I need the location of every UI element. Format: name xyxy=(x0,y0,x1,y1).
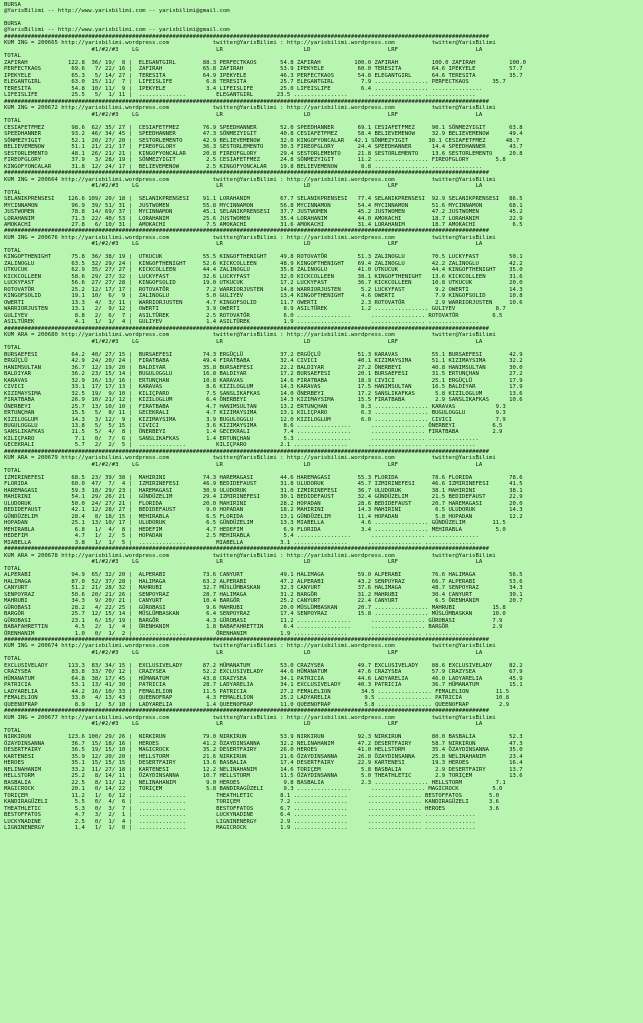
race-section-200680: KUM ARA = 200680 http://yarisbilimi.wordpress.com twitter@YarisBilimi : http://yarisbilimi.wordpress.com twitter@YarisBilimi #1/#2/#3 LG LR LD LRF LA TOTAL BURSAEFESI 64.2 40/ 27/ 15 | BURSAEFESI 74.3 ERGÜÇLÜ 37.2 ERGÜÇLÜ 51.3 KARAVAS 55.1 BURSAEFESI 42.9 ERGÜÇLÜ 42.9 24/ 20/ 24 | FIRATBABA 49.4 FIRATBABA 32.4 CIVICI 40.1 KIZIMAYSIMA 51.1 KIZIMAYSIMA 32.2 HANIMSULTAN 36.7 12/ 19/ 20 | BALDIYAR 35.8 BURSAEFESI 22.2 BALDIYAR 27.2 ÖNERBEYI 40.8 HANIMSULTAN 30.0 BALDIYAR 36.2 23/ 15/ 14 | BUGULOGGLU 16.8 BALDIYAR 17.2 BURSAEFESI 20.1 BURSAEFESI 31.5 ERTUNÇHAN 27.2 KARAVAS 32.9 16/ 13/ 16 | ERTUNÇHAN 10.8 KARAVAS 14.6 FIRATBABA 18.9 CIVICI 25.1 ERGÜÇLÜ 17.9 CIVICI 33.1 17/ 17/ 13 | KARAVAS 8.6 KIZILOGLUM 14.3 KARAVAS 17.5 HANIMSULTAN 16.5 BALDIYAR 17.9 KIZIMAYSIMA 32.5 19/ 9/ 10 | KILIÇPARO 7.5 SANSLIKAFKAS 14.0 ÖNERBEYI 17.2 SANSLIKAFKAS 5.8 KIZILOGLUM 13.6 FIRATBABA 26.9 10/ 21/ 12 | KIZILOGLUM 6.4 ÖNERBEYI 14.3 KIZIMAYSIMA 15.5 FIRATBABA 2.9 SANSLIKAFKAS 10.6 ÖNERBEYI 25.7 13/ 10/ 10 | FIRATBABA 4.7 HANIMSULTAN 13.2 ERTUNÇHAN 8.3 ................ KARAVAS 9.3 ERTUNÇHAN 15.5 5/ 8/ 11 | GECEKRALI 4.7 KIZIMAYSIMA 13.1 KILIÇPARO 6.3 ................ BUGULOGGLU 9.3 KIZILOGLUM 14.3 3/ 12/ 9 | KIZIMAYSIMA 3.9 BUGULOGGLU 12.0 KIZILOGLUM 6.0 ................ CIVICI 7.9 BUGULOGGLU 13.8 5/ 5/ 15 | CIVICI 3.6 KIZIMAYSIMA 8.6 ................ ................ ÖNERBEYI 6.5 SANSLIKAFKAS 11.5 5/ 4/ 8 | ÖNERBEYI 1.4 GECEKRALI 7.4 ................ ................ FIRATBABA 2.9 KILIÇPARO 7.1 0/ 7/ 6 | SANSLIKAFKAS 1.4 ERTUNÇHAN 5.3 ................ ................ ............... GECEKRALI 5.7 2/ 2/ 5 | .............. KILIÇPARO 2.1 ................ ................ ............... ################################################################################################################################################ xyxy=(4,332,523,455)
race-section-200676: KUM ING = 200676 http://yarisbilimi.wordpress.com twitter@YarisBilimi : http://yarisbilimi.wordpress.com twitter@YarisBilimi #1/#2/#3 LG LR LD LRF LA TOTAL KINGOFTHENIGHT 75.8 36/ 38/ 19 | UTKUCUK 55.5 KINGOFTHENIGHT 49.8 ROTOVATÖR 51.3 ZALINOGLU 70.5 LUCKYFAST 50.1 ZALINOGLU 63.5 32/ 29/ 24 | KINGOFTHENIGHT 52.6 KICKCOLLEEN 48.9 KINGOFTHENIGHT 69.4 ZALINOGLU 42.2 ZALINOGLU 42.2 UTKUCUK 62.9 35/ 27/ 27 | KICKCOLLEEN 44.4 ZALINOGLU 35.8 ZALINOGLU 41.0 UTKUCUK 44.4 KINGOFTHENIGHT 35.0 KICKCOLLEEN 58.6 29/ 27/ 32 | LUCKYFAST 32.6 LUCKYFAST 32.0 KICKCOLLEEN 38.1 KINGOFTHENIGHT 13.6 KICKCOLLEEN 31.6 LUCKYFAST 56.6 27/ 27/ 28 | KINGOFSOLID 19.0 UTKUCUK 17.2 LUCKYFAST 36.7 KICKCOLLEEN 10.8 UTKUCUK 20.0 ROTOVATÖR 25.2 12/ 17/ 17 | ROTOVATÖR 7.2 WARRIORJUSTEN 14.8 WARRIORJUSTEN 5.2 LUCKYFAST 9.2 OWERTI 14.3 KINGOFSOLID 19.1 10/ 6/ 9 | ZALINOGLU 5.0 GULIYEV 13.4 KINGOFTHENIGHT 4.6 OWERTI 7.9 KINGOFSOLID 10.8 OWERTI 13.3 4/ 3/ 11 | WARRIORJUSTEN 4.7 KINGOFSOLID 11.7 OWERTI 2.3 ROTOVATÖR 2.9 WARRIORJUSTEN 10.6 WARRIORJUSTEN 13.1 2/ 9/ 12 | OWERTI 3.9 OWERTI 8.9 ASILTÜREK 1.2 ................ GULIYEV 8.7 GULIYEV 8.8 2/ 6/ 7 | ASILTÜREK 2.5 ROTOVATÖR 6.0 ................ ................ ROTOVATÖR 6.5 ASILTÜREK 4.1 1/ 1/ 4 | GULIYEV 1.4 ASILTÜREK 1.9 ................ ................ ............... ################################################################################################################################################ xyxy=(4,234,523,332)
city-title: BURSA xyxy=(4,2,21,8)
race-section-200665: ################################################################################################################################################ KUM ING = 200665 http://yarisbilimi.wordpress.com twitter@YarisBilimi : http://yarisbilimi.wordpress.com twitter@YarisBilimi #1/#2/#3 LG LR LD LRF LA TOTAL ZAFIRAH 122.8 36/ 19/ 8 | ELEGANTGIRL 88.3 PERFECTKAOS 54.8 ZAFIRAH 100.0 ZAFIRAH 100.0 ZAFIRAH 100.0 PERFECTKAOS 69.6 7/ 22/ 16 | ZAFIRAH 65.8 ZAFIRAH 53.9 IPEKYELE 60.0 TERESITA 64.6 IPEKYELE 57.7 IPEKYELE 65.3 5/ 14/ 27 | TERESITA 64.9 IPEKYELE 46.3 PERFECTKAOS 54.8 ELEGANTGIRL 64.6 TERESITA 35.7 ELEGANTGIRL 63.0 15/ 11/ 7 | LIFEISLIFE 6.8 TERESITA 25.7 ELEGANTGIRL 7.9 ................ PERFECTKAOS 35.7 TERESITA 54.8 10/ 11/ 9 | IPEKYELE 3.4 LIFEISLIFE 25.0 LIFEISLIFE 6.4 ................ ............... LIFEISLIFE 25.5 5/ 1/ 11 | .............. ELEGANTGIRL 23.5 ................ ................ ............... ################################################################################################################################################ xyxy=(4,33,526,105)
race-section-200664: KUM ING = 200664 http://yarisbilimi.wordpress.com twitter@YarisBilimi : http://yarisbilimi.wordpress.com twitter@YarisBilimi #1/#2/#3 LG LR LD LRF LA TOTAL SELANIKPRENSESI 126.6 109/ 20/ 18 | SELANIKPRENSESI 91.1 LORAHANIM 67.7 SELANIKPRENSESI 77.4 SELANIKPRENSESI 92.9 SELANIKPRENSESI 86.5 MYCINNAMON 96.9 39/ 51/ 31 | JUSTWOMEN 55.8 MYCINNAMON 56.8 MYCINNAMON 54.4 MYCINNAMON 51.6 MYCINNAMON 68.1 JUSTWOMEN 78.8 14/ 69/ 37 | MYCINNAMON 45.1 SELANIKPRENSESI 37.7 JUSTWOMEN 45.2 JUSTWOMEN 47.2 JUSTWOMEN 45.2 LORAHANIM 71.3 22/ 40/ 53 | LORAHANIM 25.6 JUSTWOMEN 35.4 LORAHANIM 44.0 AMOKACHI 18.7 LORAHANIM 22.9 AMOKACHI 27.8 6/ 10/ 31 | AMOKACHI 7.5 AMOKACHI 31.6 AMOKACHI 31.4 LORAHANIM 18.7 AMOKACHI 6.5 ################################################################################################################################################ xyxy=(4,176,523,235)
contact-line: @YarisBilimi -- http://www.yarisbilimi.com -- yarisbilimi@gmail.com xyxy=(4,8,230,15)
race-section-200677: KUM ING = 200677 http://yarisbilimi.wordpress.com twitter@YarisBilimi : http://yarisbilimi.wordpress.com twitter@YarisBilimi #1/#2/#3 LG LR LD LRF LA TOTAL NIRKIRUN 123.6 100/ 29/ 26 | NIRKIRUN 79.0 NIRKIRUN 53.9 NIRKIRUN 92.3 NIRKIRUN 80.0 BASBALIA 52.3 ÖZAYDINSANNA 36.7 15/ 18/ 16 | HEROES 41.2 ÖZAYDINSANNA 32.2 NELINAHANIM 47.2 DESERTFAIRY 58.7 NIRKIRUN 47.3 DESERTFAIRY 36.5 19/ 15/ 10 | MAGICROCK 35.2 DESERTFAIRY 26.0 HEROES 41.0 HELLSTORM 35.4 ÖZAYDINSANNA 35.0 KARTENESI 35.9 12/ 20/ 20 | HELLSTORM 21.6 NIRKIRUN 21.6 ÖZAYDINSANNA 26.8 ÖZAYDINSANNA 25.8 NELINAHANIM 23.4 HEROES 35.1 15/ 15/ 15 | DESERTFAIRY 13.6 BASBALIA 17.4 DESERTFAIRY 22.9 KARTENESI 19.3 HEROES 16.4 NELINAHANIM 33.2 11/ 27/ 18 | KARTENESI 12.2 NELINAHANIM 14.6 TORIÇEM 5.8 BASBALIA 2.9 DESERTFAIRY 13.7 HELLSTORM 25.2 8/ 14/ 11 | ÖZAYDINSANNA 10.7 HELLSTORM 11.5 ÖZAYDINSANNA 5.0 THEATHLETIC 2.9 TORIÇEM 13.6 BASBALIA 22.5 8/ 11/ 12 | NELINAHANIM 9.0 HEROES 9.8 BASBALIA 2.3 ................ HELLSTORM 7.1 MAGICROCK 20.1 0/ 14/ 22 | TORIÇEM 5.8 BANDIRAGÜZELI 9.3 ................ ................ MAGICROCK 5.0 TORIÇEM 11.2 1/ 6/ 12 | .............. THEATHLETIC 8.1 ................ ................ BESTOFFATOS 5.0 KANDIRAGÜZELI 5.5 0/ 4/ 6 | .............. TORIÇEM 7.2 ................ ................ KANDIRAGÜZELI 3.6 THEATHLETIC 5.3 0/ 3/ 7 | .............. BESTOFFATOS 6.7 ................ ................ HEROES 3.6 BESTOFFATOS 4.7 3/ 2/ 1 | .............. LUCKYNADINE 6.4 ................ ................ ............... LUCKYNADINE 2.5 0/ 1/ 4 | .............. LIGNINENERGY 2.9 ................ ................ ............... LIGNINENERGY 1.4 1/ 1/ 0 | .............. MAGICROCK 1.9 ................ ................ ............... xyxy=(4,714,523,832)
race-section-200674: KUM ING = 200674 http://yarisbilimi.wordpress.com twitter@YarisBilimi : http://yarisbilimi.wordpress.com twitter@YarisBilimi #1/#2/#3 LG LR LD LRF LA TOTAL EXCLUSIVELADY 113.3 83/ 34/ 15 | EXCLUSIVELADY 87.2 HÜMANATUM 53.0 CRAZYSEA 49.7 EXCLUSIVELADY 88.6 EXCLUSIVELADY 82.2 CRAZYSEA 83.8 33/ 70/ 12 | CRAZYSEA 52.2 EXCLUSIVELADY 44.6 HÜMANATUM 47.6 CRAZYSEA 57.9 CRAZYSEA 67.9 HÜMANATUM 64.8 38/ 17/ 45 | HÜMANATUM 43.8 CRAZYSEA 34.1 PATRICIA 44.6 LADYARELIA 46.0 LADYARELIA 45.9 PATRICIA 53.1 13/ 41/ 30 | PATRICIA 28.7 LADYARELIA 34.1 EXCLUSIVELADY 40.3 PATRICIA 36.7 HÜMANATUM 15.1 LADYARELIA 44.2 16/ 10/ 33 | FEMALELION 11.5 PATRICIA 27.2 FEMALELION 34.5 ................ FEMALELION 11.5 FEMALELION 33.0 4/ 13/ 43 | QUEENOFRAP 4.3 FEMALELION 25.2 LADYARELIA 9.5 ................ PATRICIA 10.8 QUEENOFRAP 8.9 1/ 5/ 10 | LADYARELIA 1.4 QUEENOFRAP 11.0 QUEENOFRAP 5.8 ................ QUEENOFRAP 2.9 ################################################################################################################################################ xyxy=(4,643,523,715)
race-section-200678: KUM ARA = 200678 http://yarisbilimi.wordpress.com twitter@YarisBilimi : http://yarisbilimi.wordpress.com twitter@YarisBilimi #1/#2/#3 LG LR LD LRF LA TOTAL ALPERABI 94.9 65/ 32/ 20 | ALPERABI 73.6 CANYURT 49.1 HALIMAGA 59.0 ALPERABI 76.6 HALIMAGA 56.5 HALIMAGA 87.0 52/ 37/ 28 | HALIMAGA 63.2 ALPERABI 47.2 ALPERABI 43.2 SENPOYRAZ 66.7 ALPERABI 53.6 CANYURT 51.2 21/ 28/ 32 | MAHRUBI 32.7 MÜSLÜMBASKAN 32.3 CANYURT 37.6 HALIMAGA 48.7 SENPOYRAZ 34.3 SENPOYRAZ 50.6 20/ 21/ 26 | SENPOYRAZ 28.7 HALIMAGA 31.2 BARGÖR 31.2 MAHRUBI 30.4 CANYURT 30.1 MAHRUBI 34.3 9/ 20/ 21 | CANYURT 10.4 BARGÖR 25.2 CANYURT 22.4 CANYURT 6.5 ÖRENHANIM 20.7 GÜROBASI 28.2 4/ 22/ 25 | GÜROBASI 9.6 MAHRUBI 20.0 MÜSLÜMBASKAN 20.7 ................ MAHRUBI 15.8 BARGÖR 25.7 12/ 15/ 14 | MÜSLÜMBASKAN 6.4 SENPOYRAZ 17.4 SENPOYRAZ 15.8 ................ MÜSLÜMBASKAN 10.0 GÜROBASI 23.1 6/ 15/ 19 | BARGÖR 4.3 GÜROBASI 11.2 ................ ................ GÜROBASI 7.9 BABAFAHRETTIN 4.5 2/ 1/ 4 | ÖRENHANIM 1.8 BABAFAHRETTIN 6.4 ................ ................ BARGÖR 2.9 ÖRENHANIM 1.0 0/ 1/ 2 | .............. ÖRENHANIM 1.9 ................ ................ ............... ################################################################################################################################################ xyxy=(4,552,523,643)
race-section-200679: KUM ARA = 200679 http://yarisbilimi.wordpress.com twitter@YarisBilimi : http://yarisbilimi.wordpress.com twitter@YarisBilimi #1/#2/#3 LG LR LD LRF LA TOTAL IZMIRINEFESI 68.5 23/ 39/ 38 | MAHIRINI 74.3 HAREMAGASI 44.6 HAREMAGASI 55.3 FLORIDA 78.6 FLORIDA 78.6 FLORIDA 60.0 47/ 7/ 4 | IZMIRINEFESI 46.9 BEDIDEFAUST 31.8 ULUDORUK 45.7 IZMIRINEFESI 46.6 IZMIRINEFESI 41.5 HAREMAGASI 59.3 18/ 29/ 23 | HAREMAGASI 30.9 ULUDORUK 31.0 IZMIRINEFESI 36.7 ULUDORUK 38.1 MAHIRINI 38.1 MAHIRINI 54.1 29/ 26/ 21 | GÜNDÜZELIM 29.4 IZMIRINEFESI 30.1 BEDIDEFAUST 32.4 GÜNDÜZELIM 21.5 BEDIDEFAUST 22.9 ULUDORUK 50.0 24/ 27/ 21 | FLORIDA 20.0 MAHIRINI 28.2 HOPADAN 28.6 BEDIDEFAUST 20.7 HAREMAGASI 20.0 BEDIDEFAUST 42.1 12/ 28/ 27 | BEDIDEFAUST 9.0 HOPADAN 18.2 MAHIRINI 14.3 MAHIRINI 6.5 ULUDORUK 14.3 GÜNDÜZELIM 28.4 8/ 18/ 15 | MEHIRABLA 6.5 FLORIDA 13.1 GÜNDÜZELIM 11.4 HOPADAN 5.8 HOPADAN 12.2 HOPADAN 25.1 13/ 10/ 17 | ULUDORUK 6.5 GÜNDÜZELIM 13.3 MIABELLA 4.6 ................ GÜNDÜZELIM 11.5 MEHIRABLA 6.8 1/ 4/ 8 | HEDEFIM 4.7 HEDEFIM 6.9 FLORIDA 3.4 ................ MEHIRABLA 5.0 HEDEFIM 4.7 1/ 2/ 5 | HOPADAN 2.5 MEHIRABLA 5.4 ................ ................ ............... MIABELLA 3.8 1/ 1/ 5 | .............. MIABELLA 3.1 ................ ................ ............... ################################################################################################################################################ xyxy=(4,455,523,553)
contact-line-repeat: @YarisBilimi -- http://www.yarisbilimi.com -- yarisbilimi@gmail.com xyxy=(4,27,230,34)
city-title-repeat: BURSA xyxy=(4,20,21,27)
race-section-200672: KUM ING = 200672 http://yarisbilimi.wordpress.com twitter@YarisBilimi : http://yarisbilimi.wordpress.com twitter@YarisBilimi #1/#2/#3 LG LR LD LRF LA TOTAL CESIAFETFMEZ 98.6 62/ 35/ 27 | CESIAFETFMEZ 76.9 SPEEDHANNER 52.0 SPEEDHANNER 69.1 CESIAFETFMEZ 90.1 SÖNMEZYIGIT 63.8 SPEEDHANNER 93.2 46/ 34/ 45 | SPEEDHANNER 47.3 SÖNMEZYIGIT 40.8 CESIAFETFMEZ 58.4 BELIEVEMENOW 32.9 BELIEVEMENOW 49.4 SÖNMEZYIGIT 52.1 20/ 27/ 20 | SESTORLEMENTO 42.9 BELIEVEMENOW 32.0 KINGOFYONCALAR 42.1 SÖNMEZYIGIT 38.1 CESIAFETFMEZ 48.7 BELIEVEMENOW 51.1 21/ 21/ 17 | FIREOFGLORY 36.3 SESTORLEMENTO 30.3 FIREOFGLORY 24.4 SPEEDHANNER 14.4 SPEEDHANNER 43.7 SESTORLEMENTO 48.1 26/ 21/ 21 | KINGOFYONCALAR 20.8 FIREOFGLORY 29.4 SESTORLEMENTO 21.8 SESTORLEMENTO 13.6 SESTORLEMENTO 20.8 FIREOFGLORY 37.9 3/ 28/ 19 | SÖNMEZYIGIT 2.5 CESIAFETFMEZ 24.8 SÖNMEZYIGIT 11.2 ................ FIREOFGLORY 5.8 KINGOFYONCALAR 31.8 12/ 24/ 17 | BELIEVEMENOW 2.5 KINGOFYONCALAR 19.8 BELIEVEMENOW 8.8 ................ ............... ################################################################################################################################################ xyxy=(4,105,523,177)
report-header xyxy=(4,2,643,15)
report-subheader xyxy=(4,21,643,34)
